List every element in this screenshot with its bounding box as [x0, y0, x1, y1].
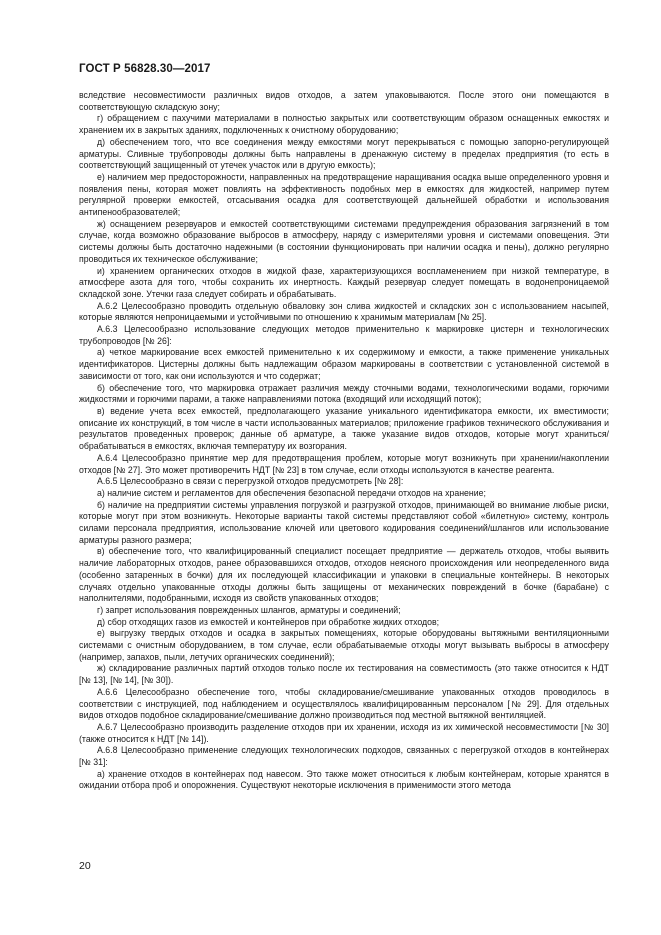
paragraph-text: ж) складирование различных партий отходов только после их тестирования на совместимость (это также относится к НДТ [№ 13], [№ 14], [№ 30]). [79, 663, 609, 686]
paragraph-item-g [79, 113, 609, 136]
paragraph-a-6-5-zh [79, 663, 609, 686]
paragraph-text: в) обеспечение того, что квалифицированный специалист посещает предприятие — держатель отходов, чтобы выявить наличие лабораторных отходов, ранее образовавшихся отходов, отходов неясного происхождения или неопределенного вида (особенно затаренных в бочки) для их последующей классификации и упаковки в специальные контейнеры. В некоторых случаях отдельно упакованные отходы должны быть защищены от механических повреждений в бочке (барабане) с наполнителями, подобранными, исходя из свойств упакованных отходов; [79, 546, 609, 604]
paragraph-a-6-2 [79, 301, 609, 324]
paragraph-a-6-3-v [79, 406, 609, 453]
paragraph-text: д) сбор отходящих газов из емкостей и контейнеров при обработке жидких отходов; [97, 616, 440, 627]
paragraph-a-6-3-b [79, 383, 609, 406]
paragraph-item-i [79, 266, 609, 301]
paragraph-a-6-5-d [79, 617, 609, 629]
paragraph-a-6-4 [79, 453, 609, 476]
paragraph-a-6-3-a [79, 347, 609, 382]
paragraph-text: ж) оснащением резервуаров и емкостей соответствующими системами предупреждения образования загрязнений в том случае, когда возможно образование выбросов в атмосферу, наряду с измерителями уровня и системами оповещения. Эти системы должны быть достаточно надежными (в состоянии функционировать при наличии осадка и пены), должно регулярно проводиться их техническое обслуживание; [79, 218, 609, 264]
paragraph-text: А.6.7 Целесообразно производить разделение отходов при их хранении, исходя из их химической несовместимости [№ 30] (также относится к НДТ [№ 14]). [79, 721, 609, 744]
paragraph-text: е) выгрузку твердых отходов и осадка в закрытых помещениях, которые оборудованы вытяжными вентиляционными системами с очистным оборудованием, в том случае, если обрабатываемые отходы могут вызывать выбросы в атмосферу (например, запахов, пыли, летучих органических соединений); [79, 628, 609, 662]
paragraph-text: в) ведение учета всех емкостей, предполагающего указание уникального идентификатора емкости, их вместимости; описание их конструкций, в том числе в части использованных материалов; приложение графиков технического обслуживания и результатов проведенных проверок; данные об арматуре, а также указание видов отходов, которые могут храниться/обрабатываться в емкостях, включая температуру их возгорания. [79, 405, 609, 452]
paragraph-text: А.6.2 Целесообразно проводить отдельную обваловку зон слива жидкостей и складских зон с использованием насыпей, которые являются непроницаемыми и устойчивыми по отношению к хранимым материалам [№ 25]. [79, 300, 609, 323]
paragraph-a-6-7 [79, 722, 609, 745]
paragraph-a-6-5-v [79, 546, 609, 605]
paragraph-item-zh [79, 219, 609, 266]
paragraph-text: д) обеспечением того, что все соединения между емкостями могут перекрываться с помощью запорно-регулирующей арматуры. Сливные трубопроводы должны быть направлены в дренажную систему в пределах предприятия (то есть в соответствующий защищенный от утечек участок или в другую емкость); [79, 136, 609, 171]
page-header-standard-code: ГОСТ Р 56828.30—2017 [79, 63, 211, 75]
paragraph-text: а) наличие систем и регламентов для обеспечения безопасной передачи отходов на хранение; [97, 487, 486, 498]
paragraph-text: а) четкое маркирование всех емкостей применительно к их содержимому и емкости, а также применение уникальных идентификаторов. Цистерны должны быть надлежащим образом маркированы в соответствии с установленной системой в зависимости от того, как они используются и что содержат; [79, 347, 609, 381]
paragraph-text: и) хранением органических отходов в жидкой фазе, характеризующихся воспламенением при низкой температуре, в атмосфере азота для того, чтобы сохранить их инертность. Каждый резервуар следует помещать в водонепроницаемой складской зоне. Утечки газа следует собирать и обрабатывать. [79, 265, 609, 299]
paragraph-a-6-5-a [79, 488, 609, 500]
paragraph-a-6-3 [79, 324, 609, 347]
paragraph-item-e [79, 172, 609, 219]
paragraph-text: А.6.6 Целесообразно обеспечение того, чтобы складирование/смешивание упакованных отходов проводилось в соответствии с инструкцией, под наблюдением и осуществлялось квалифицированным персоналом [№ 29]. Для отдельных видов отходов подобное складирование/смешивание должно производиться под местной вытяжной вентиляцией. [79, 686, 609, 721]
paragraph-text: г) запрет использования поврежденных шлангов, арматуры и соединений; [97, 604, 401, 615]
paragraph-text: г) обращением с пахучими материалами в полностью закрытых или соответствующим образом оснащенных емкостях и хранением их в закрытых зданиях, подключенных к очистному оборудованию; [79, 113, 609, 136]
paragraph-text: б) наличие на предприятии системы управления погрузкой и разгрузкой отходов, принимающей во внимание любые риски, которые могут при этом возникнуть. Некоторые варианты такой системы представляют собой «билетную» систему, контроль силами персонала предприятия, использование ключей или цветового кодирования соединений/шлангов или использование арматуры разного размера; [79, 499, 609, 545]
paragraph-text: вследствие несовместимости различных видов отходов, а затем упаковываются. После этого они помещаются в соответствующую складскую зону; [79, 90, 609, 112]
paragraph-text: А.6.5 Целесообразно в связи с перегрузкой отходов предусмотреть [№ 28]: [97, 476, 404, 487]
paragraph-a-6-5-b [79, 500, 609, 547]
paragraph-text: А.6.3 Целесообразно использование следующих методов применительно к маркировке цистерн и технологических трубопроводов [№ 26]: [79, 324, 609, 346]
paragraph-a-6-6 [79, 687, 609, 722]
paragraph-text: б) обеспечение того, что маркировка отражает различия между сточными водами, технологическими водами, горючими жидкостями и горючими парами, а также направлениями потока (входящий или исходящий поток); [79, 382, 609, 405]
paragraph-text: А.6.8 Целесообразно применение следующих технологических подходов, связанных с перегрузкой отходов в контейнерах [№ 31]: [79, 745, 609, 768]
paragraph-a-6-5-g [79, 605, 609, 617]
paragraph-a-6-8 [79, 745, 609, 768]
paragraph-item-d [79, 137, 609, 172]
paragraph-text: А.6.4 Целесообразно принятие мер для предотвращения проблем, которые могут возникнуть при хранении/накоплении отходов [№ 27]. Это может противоречить НДТ [№ 23] в том случае, если отходы используются в качестве реагента. [79, 452, 609, 475]
paragraph-text: а) хранение отходов в контейнерах под навесом. Это также может относиться к любым контейнерам, которые хранятся в ожидании отбора проб и опорожнения. Существуют некоторые исключения в применимости этого метода [79, 768, 609, 791]
paragraph-a-6-5 [79, 476, 609, 488]
document-body [79, 90, 609, 792]
paragraph-intro [79, 90, 609, 113]
paragraph-text: е) наличием мер предосторожности, направленных на предотвращение наращивания осадка выше определенного уровня и появления пены, которая может повлиять на эффективность подобных мер в емкостях для жидкостей, например путем регулярной проверки емкостей, отсасывания осадка для соответствующей дальнейшей обработки и использования антипенообразователей; [79, 171, 609, 218]
paragraph-a-6-5-e [79, 628, 609, 663]
paragraph-a-6-8-a [79, 769, 609, 792]
page-number: 20 [79, 860, 91, 872]
